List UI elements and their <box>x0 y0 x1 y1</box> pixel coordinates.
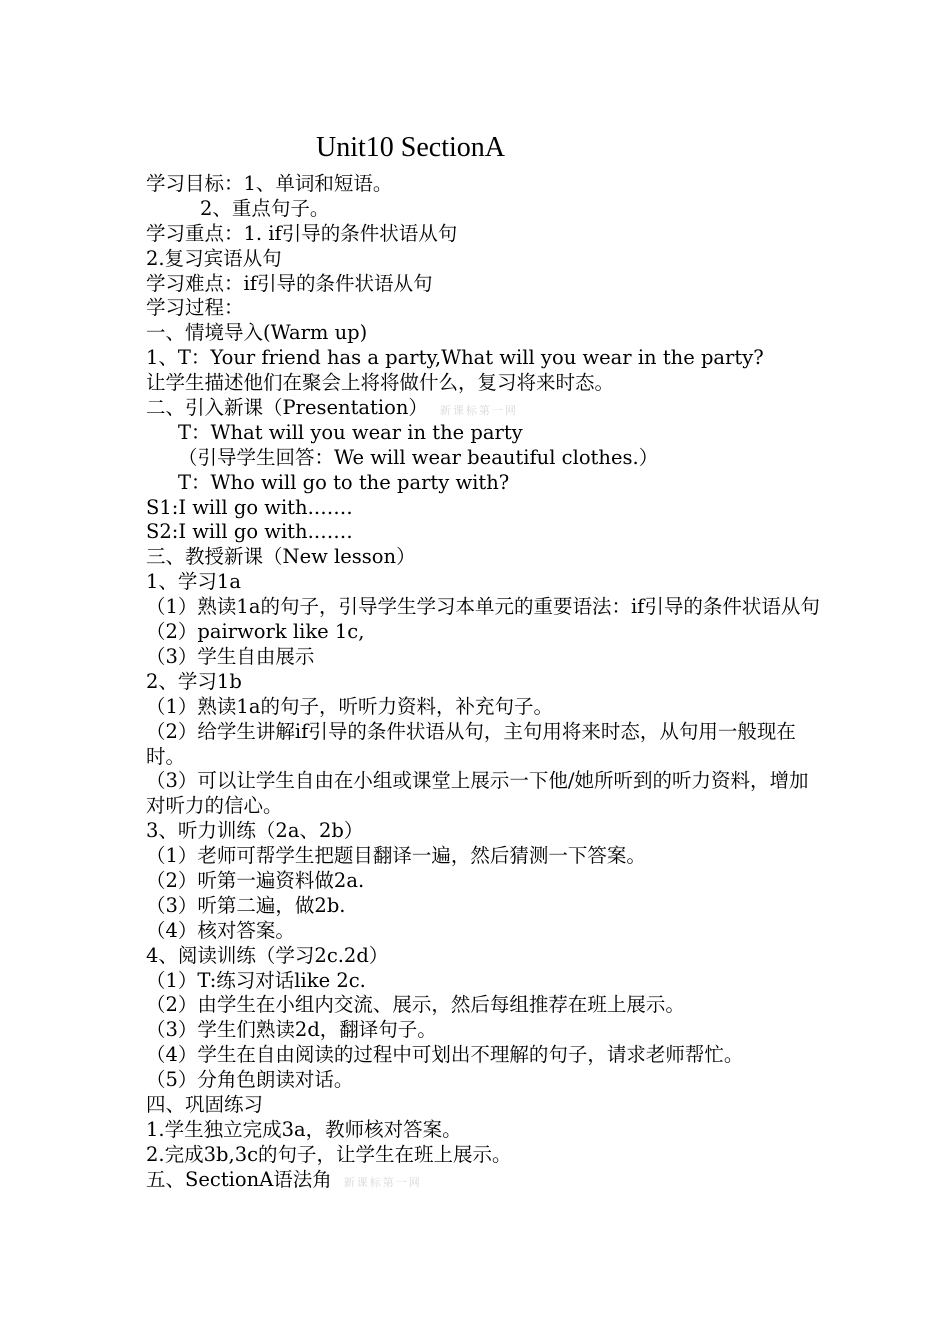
text-line: 学习过程： <box>146 296 244 320</box>
text-line: 2.完成3b,3c的句子，让学生在班上展示。 <box>146 1142 512 1166</box>
text-line: （3）学生们熟读2d，翻译句子。 <box>146 1018 437 1042</box>
text-line: （2）由学生在小组内交流、展示，然后每组推荐在班上展示。 <box>146 993 685 1017</box>
text-line: （5）分角色朗读对话。 <box>146 1068 354 1092</box>
text-line: 2、重点句子。 <box>200 196 330 220</box>
text-line: 1.学生独立完成3a，教师核对答案。 <box>146 1117 462 1141</box>
text-line: 一、情境导入(Warm up) <box>146 321 368 345</box>
text-line: 学习目标：1、单词和短语。 <box>146 172 393 195</box>
text-segment: 五、SectionA语法角 <box>146 1167 332 1191</box>
text-line: 学习难点：if引导的条件状语从句 <box>146 271 433 295</box>
document-title: Unit10 SectionA <box>316 132 505 163</box>
text-line <box>146 1168 826 1193</box>
text-line: （1）熟读1a的句子，引导学生学习本单元的重要语法：if引导的条件状语从句 <box>146 595 820 619</box>
text-line <box>146 396 826 421</box>
text-line: S1:I will go with.…… <box>146 495 353 519</box>
text-line: 三、教授新课（New lesson） <box>146 545 416 569</box>
text-line: 1、学习1a <box>146 570 241 594</box>
text-line: （4）核对答案。 <box>146 918 295 942</box>
text-line: （1）T:练习对话like 2c. <box>146 968 366 992</box>
text-line: （2）pairwork like 1c, <box>146 620 365 644</box>
text-line: T：What will you wear in the party <box>178 420 523 444</box>
text-line: （3）学生自由展示 <box>146 644 315 668</box>
text-line: （1）熟读1a的句子，听听力资料，补充句子。 <box>146 694 553 718</box>
text-line: （4）学生在自由阅读的过程中可划出不理解的句子，请求老师帮忙。 <box>146 1043 744 1067</box>
text-line: T：Who will go to the party with? <box>178 470 510 494</box>
text-line: （2）听第一遍资料做2a. <box>146 869 365 893</box>
text-line: （2）给学生讲解if引导的条件状语从句，主句用将来时态，从句用一般现在时。 <box>146 719 796 768</box>
text-line: 1、T：Your friend has a party,What will you wear in the party? <box>146 346 764 370</box>
text-line: （3）听第二遍，做2b. <box>146 893 346 917</box>
watermark-text: 新课标第一网 <box>343 1175 422 1189</box>
watermark-text: 新课标第一网 <box>439 404 518 418</box>
text-line: 让学生描述他们在聚会上将将做什么，复习将来时态。 <box>146 371 615 395</box>
text-line: （引导学生回答：We will wear beautiful clothes.） <box>178 445 659 469</box>
document-body <box>146 172 826 1193</box>
text-line: 2.复习宾语从句 <box>146 246 282 270</box>
text-segment: 二、引入新课（Presentation） <box>146 396 428 420</box>
text-line: 四、巩固练习 <box>146 1093 264 1117</box>
text-line: 3、听力训练（2a、2b） <box>146 819 364 843</box>
text-line: 学习重点：1. if引导的条件状语从句 <box>146 221 458 245</box>
text-line: （1）老师可帮学生把题目翻译一遍，然后猜测一下答案。 <box>146 844 646 868</box>
text-line: 4、阅读训练（学习2c.2d） <box>146 943 389 967</box>
text-line: S2:I will go with.…… <box>146 520 353 544</box>
text-line: （3）可以让学生自由在小组或课堂上展示一下他/她所听到的听力资料，增加对听力的信心。 <box>146 769 809 818</box>
text-line: 2、学习1b <box>146 669 242 693</box>
